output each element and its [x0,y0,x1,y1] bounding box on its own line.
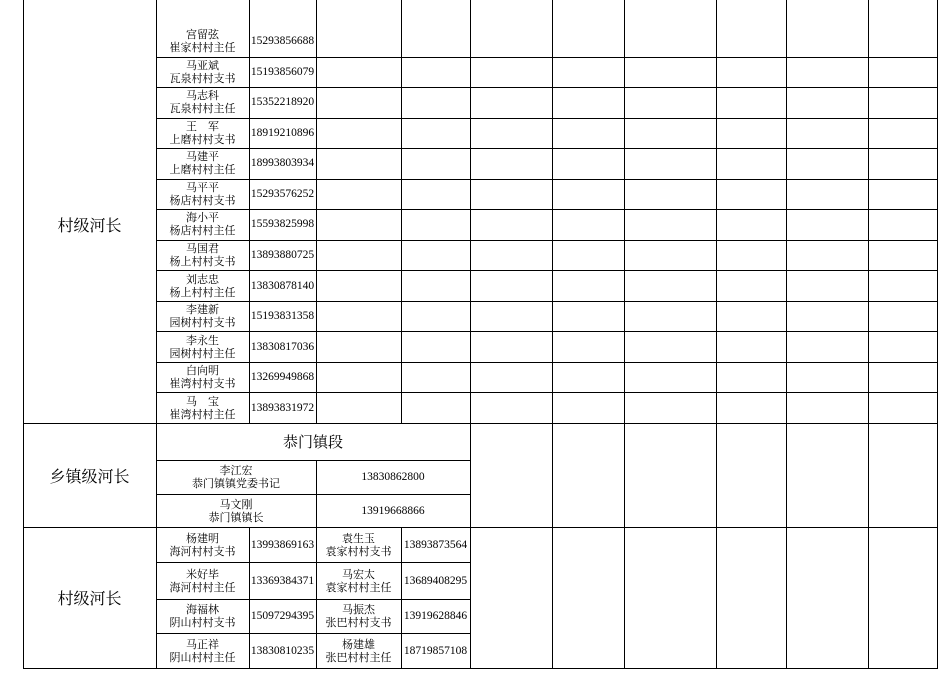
phone-number: 18993803934 [250,157,315,170]
phone-cell [249,562,316,599]
column-line [552,527,553,668]
person-title: 张巴村村支书 [325,616,392,629]
person-title: 瓦泉村村主任 [169,102,236,116]
phone-number: 13893831972 [250,401,315,414]
person-name: 宫留弦 [186,28,219,42]
person-title: 袁家村村支书 [325,544,392,558]
phone-cell [249,527,316,562]
person-name: 马 宝 [186,394,219,408]
phone-number: 13919628846 [403,610,468,622]
phone-cell [249,331,316,362]
person-name: 海小平 [186,211,219,225]
phone-number: 15097294395 [250,610,315,622]
phone-cell [249,270,316,301]
column-line [624,527,625,668]
person-title: 崔湾村村支书 [169,377,236,391]
person-title: 园树村村支书 [169,316,236,330]
phone-cell [316,460,470,494]
phone-cell [249,633,316,668]
row-divider [156,301,937,302]
table-border-right [937,0,938,669]
phone-cell [249,209,316,240]
person-cell [156,331,249,362]
person-title: 杨上村村支书 [169,255,236,269]
person-title: 杨上村村主任 [169,285,236,299]
column-line [470,527,471,668]
person-name: 马正祥 [186,637,219,651]
table-border-bottom [23,668,938,669]
person-cell [316,527,401,562]
person-title: 园树村村主任 [169,346,236,360]
column-line [868,0,869,423]
phone-cell [401,562,470,599]
phone-cell [249,26,316,57]
column-line [868,527,869,668]
row-divider [156,633,470,634]
phone-cell [249,240,316,271]
person-title: 恭门镇镇党委书记 [192,477,280,490]
row-divider [156,331,937,332]
column-line [552,423,553,527]
phone-cell [249,148,316,179]
person-name: 马振杰 [342,603,375,616]
group-label: 村级河长 [57,216,122,235]
person-name: 李建新 [186,303,219,317]
person-cell [156,179,249,210]
group-divider [23,423,938,424]
row-divider [156,270,937,271]
group-label-cell [23,527,156,668]
column-line [249,527,250,668]
person-name: 白向明 [186,364,219,378]
phone-number: 13830862800 [361,471,425,483]
section-title: 恭门镇段 [282,433,343,451]
column-line [716,0,717,423]
column-line [316,527,317,668]
phone-number: 13830810235 [250,644,315,657]
row-divider [156,494,470,495]
person-cell [156,270,249,301]
person-name: 杨建明 [186,531,219,545]
group-label: 乡镇级河长 [49,466,130,486]
person-name: 米好毕 [186,567,219,581]
phone-number: 18719857108 [403,644,468,657]
table-border-left [23,0,24,669]
phone-cell [249,392,316,423]
person-title: 海河村村主任 [169,580,236,594]
phone-number: 13893880725 [250,249,315,262]
column-line [401,527,402,668]
phone-cell [316,494,470,527]
phone-number: 13689408295 [403,574,468,587]
phone-number: 15293856688 [250,35,315,48]
row-divider [156,460,470,461]
group-label: 村级河长 [57,589,122,608]
person-name: 马宏太 [342,567,375,581]
phone-number: 13269949868 [250,371,315,384]
column-line [786,527,787,668]
person-name: 马志科 [186,89,219,103]
phone-number: 15352218920 [250,96,315,109]
column-line [316,460,317,527]
phone-cell [249,362,316,393]
phone-number: 15593825998 [250,218,315,231]
person-name: 袁生玉 [342,531,375,545]
person-name: 王 军 [186,119,219,133]
person-title: 海河村村支书 [169,544,236,558]
row-divider [156,599,470,600]
group-divider [23,527,938,528]
column-line [470,423,471,527]
person-cell [156,301,249,332]
row-divider [156,209,937,210]
phone-cell [249,87,316,118]
phone-number: 13893873564 [403,538,468,551]
person-title: 上磨村村支书 [169,132,236,146]
column-line [316,0,317,423]
person-title: 杨店村村主任 [169,224,236,238]
person-title: 阴山村村支书 [169,616,236,629]
column-line [156,527,157,668]
column-line [624,0,625,423]
person-cell [156,494,316,527]
person-cell [156,460,316,494]
person-cell [316,562,401,599]
person-cell [156,148,249,179]
row-divider [156,87,937,88]
row-divider [156,118,937,119]
row-divider [156,240,937,241]
row-divider [156,148,937,149]
person-cell [156,562,249,599]
phone-cell [249,301,316,332]
phone-number: 13830817036 [250,340,315,353]
column-line [552,0,553,423]
person-name: 刘志忠 [186,272,219,286]
column-line [716,527,717,668]
person-cell [156,633,249,668]
row-divider [156,362,937,363]
person-title: 袁家村村主任 [325,580,392,594]
group-label-cell [23,26,156,423]
person-cell [156,57,249,88]
column-line [156,423,157,527]
column-line [716,423,717,527]
person-title: 张巴村村主任 [325,650,392,664]
phone-number: 15293576252 [250,187,315,200]
person-title: 上磨村村主任 [169,163,236,177]
column-line [401,0,402,423]
person-name: 马建平 [186,150,219,164]
phone-cell [249,57,316,88]
phone-cell [249,118,316,149]
column-line [786,0,787,423]
person-cell [156,392,249,423]
person-cell [156,118,249,149]
person-name: 马亚斌 [186,58,219,72]
column-line [249,0,250,423]
column-line [868,423,869,527]
row-divider [156,179,937,180]
phone-cell [401,527,470,562]
person-name: 杨建雄 [342,637,375,651]
row-divider [156,392,937,393]
phone-cell [401,633,470,668]
phone-number: 13830878140 [250,279,315,292]
person-title: 崔家村村主任 [169,41,236,55]
row-divider [156,57,937,58]
column-line [156,0,157,423]
phone-number: 15193856079 [250,65,315,78]
person-cell [156,599,249,633]
person-cell [316,633,401,668]
person-title: 杨店村村支书 [169,193,236,207]
person-name: 马平平 [186,180,219,194]
person-cell [316,599,401,633]
phone-number: 13369384371 [250,574,315,587]
person-cell [156,527,249,562]
phone-number: 18919210896 [250,126,315,139]
person-name: 李江宏 [219,464,253,477]
person-cell [156,209,249,240]
person-title: 崔湾村村主任 [169,407,236,421]
phone-cell [401,599,470,633]
person-title: 瓦泉村村支书 [169,71,236,85]
person-name: 马文刚 [219,497,253,511]
person-cell [156,87,249,118]
phone-cell [249,179,316,210]
column-line [786,423,787,527]
group-label-cell [23,423,156,527]
person-title: 阴山村村主任 [169,650,236,664]
person-cell [156,26,249,57]
person-cell [156,240,249,271]
section-title-cell [156,423,470,460]
row-divider [156,562,470,563]
column-line [624,423,625,527]
person-name: 李永生 [186,333,219,347]
person-title: 恭门镇镇长 [208,510,264,524]
phone-number: 13919668866 [361,504,425,517]
person-name: 海福林 [186,603,219,616]
phone-cell [249,599,316,633]
phone-number: 15193831358 [250,310,315,323]
person-cell [156,362,249,393]
column-line [470,0,471,423]
phone-number: 13993869163 [250,538,315,551]
person-name: 马国君 [186,242,219,256]
